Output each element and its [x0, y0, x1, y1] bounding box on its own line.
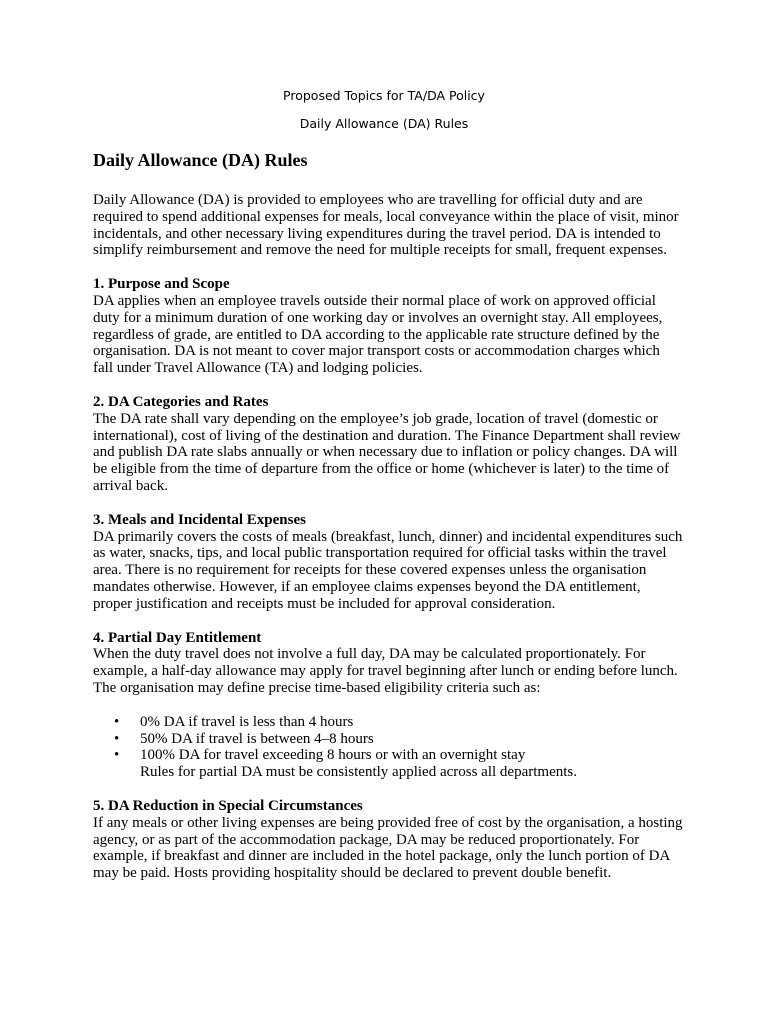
header-section-title: Daily Allowance (DA) Rules — [299, 116, 469, 131]
bullet-icon: • — [114, 730, 120, 747]
document-body — [93, 150, 683, 899]
section-heading: 4. Partial Day Entitlement — [93, 629, 262, 646]
section-body: DA applies when an employee travels outside their normal place of work on approved official duty for a minimum duration of one working day or involves an overnight stay. All employees, regardless of grade, are entitled to DA according to the applicable rate structure defined by the organisation. DA is not meant to cover major transport costs or accommodation charges which fall under Travel Allowance (TA) and lodging policies. — [93, 292, 663, 377]
bullet-icon: • — [114, 747, 120, 764]
section-da-categories-and-rates — [93, 394, 683, 495]
section-heading: 2. DA Categories and Rates — [93, 393, 269, 410]
section-body: If any meals or other living expenses are being provided free of cost by the organisation, a hosting agency, or as part of the accommodation package, DA may be reduced proportionately. For example, if breakfast and dinner are included in the hotel package, only the lunch portion of DA may be paid. Hosts providing hospitality should be declared to prevent double benefit. — [93, 814, 683, 882]
list-item — [93, 714, 683, 731]
header-policy-title: Proposed Topics for TA/DA Policy — [283, 88, 485, 103]
bullet-icon: • — [114, 713, 120, 730]
section-body: DA primarily covers the costs of meals (breakfast, lunch, dinner) and incidental expenditures such as water, snacks, tips, and local public transportation required for official tasks within the travel area. There is no requirement for receipts for these covered expenses unless the organisation mandates otherwise. However, if an employee claims expenses beyond the DA entitlement, proper justification and receipts must be included for approval consideration. — [93, 528, 683, 612]
intro-paragraph: Daily Allowance (DA) is provided to employees who are travelling for official duty and are required to spend additional expenses for meals, local conveyance within the place of visit, minor incidentals, and other necessary living expenditures during the travel period. DA is intended to simplify reimbursement and remove the need for multiple receipts for small, frequent expenses. — [93, 192, 679, 259]
section-body: When the duty travel does not involve a full day, DA may be calculated proportionately. For example, a half-day allowance may apply for travel beginning after lunch or ending before lunch. The organisation may define precise time-based eligibility criteria such as: — [93, 646, 678, 696]
section-da-reduction-special-circumstances — [93, 798, 683, 882]
bullet-note: Rules for partial DA must be consistently applied across all departments. — [140, 764, 577, 781]
list-item — [93, 731, 683, 748]
section-heading: 1. Purpose and Scope — [93, 276, 230, 293]
list-item-text: 50% DA if travel is between 4–8 hours — [140, 730, 374, 747]
list-item — [93, 747, 683, 764]
document-title: Daily Allowance (DA) Rules — [93, 150, 308, 170]
list-item-text: 0% DA if travel is less than 4 hours — [140, 713, 354, 730]
list-item-text: 100% DA for travel exceeding 8 hours or with an overnight stay — [140, 747, 526, 764]
section-partial-day-entitlement — [93, 630, 683, 781]
section-body: The DA rate shall vary depending on the employee’s job grade, location of travel (domestic or international), cost of living of the destination and duration. The Finance Department shall review and publish DA rate slabs annually or when necessary due to inflation or policy changes. DA will be eligible from the time of departure from the office or home (whichever is later) to the time of arrival back. — [93, 410, 681, 494]
section-heading: 5. DA Reduction in Special Circumstances — [93, 797, 363, 814]
section-meals-and-incidental-expenses — [93, 512, 683, 613]
section-heading: 3. Meals and Incidental Expenses — [93, 511, 306, 528]
bullet-list — [93, 714, 683, 764]
section-purpose-and-scope — [93, 276, 683, 377]
